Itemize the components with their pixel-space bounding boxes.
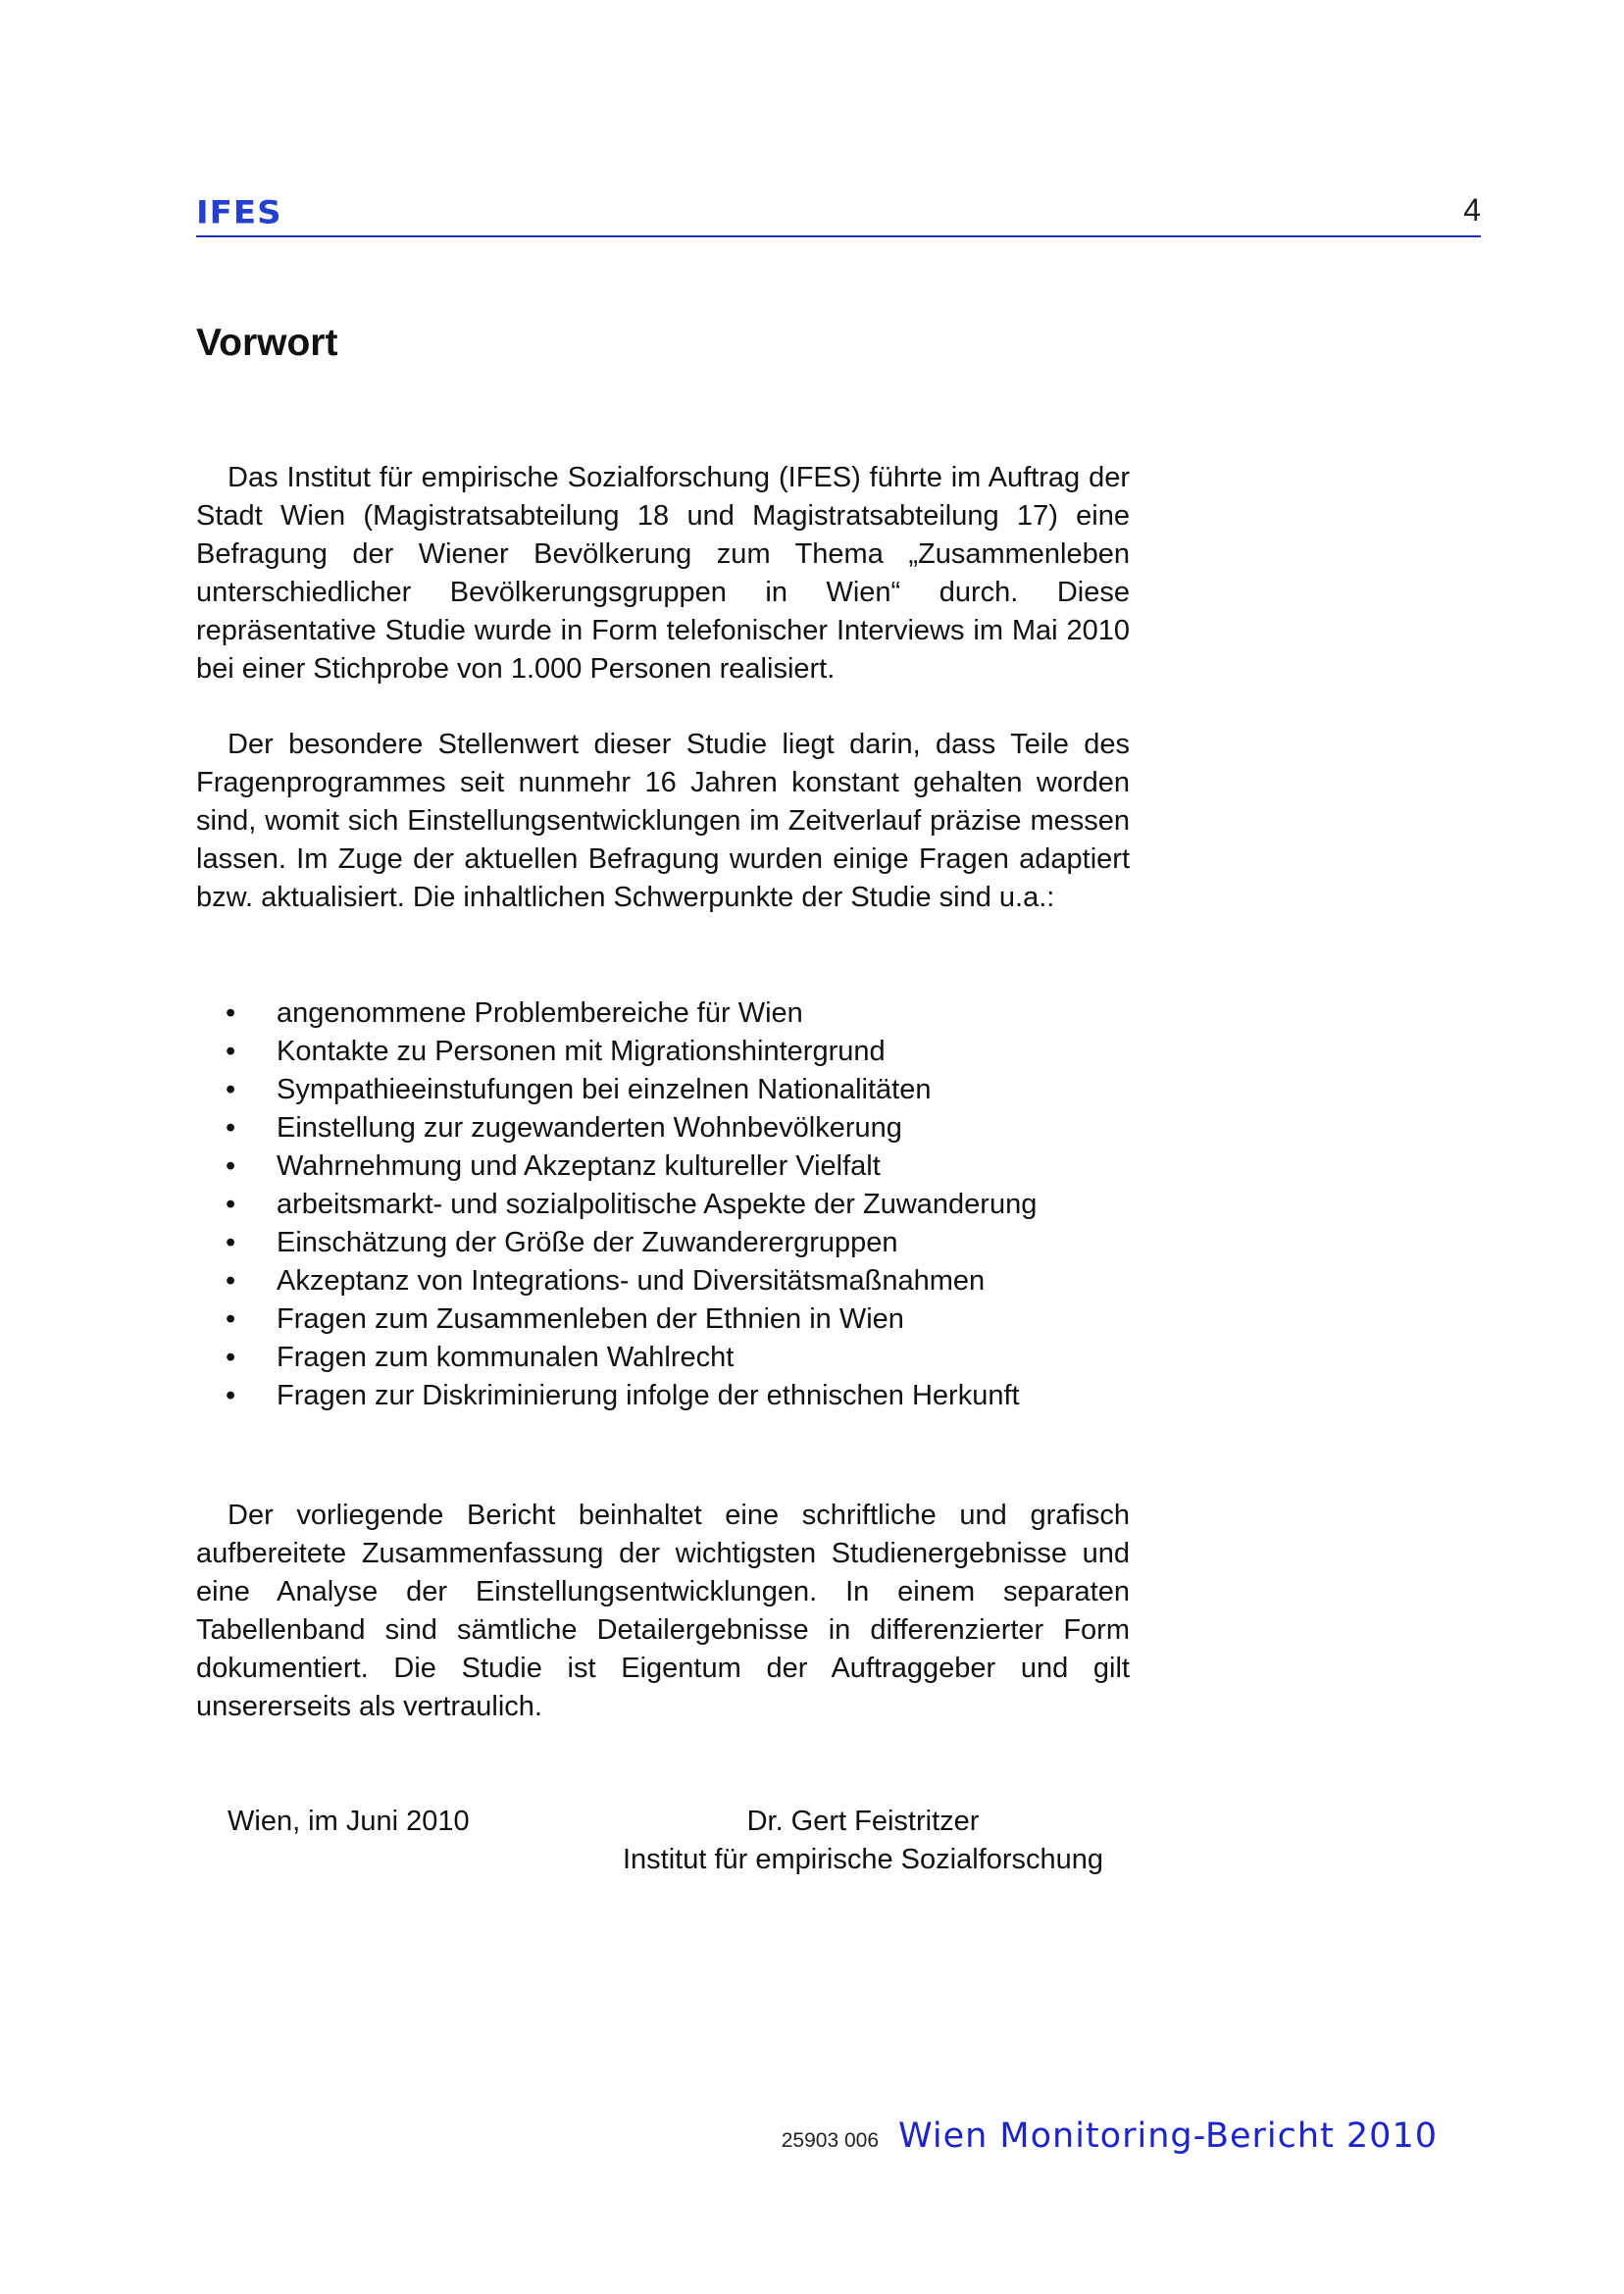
page-header <box>196 192 1481 237</box>
list-item-text: angenommene Problembereiche für Wien <box>277 997 803 1029</box>
bullet-icon: • <box>226 1036 236 1067</box>
signoff-place-date: Wien, im Juni 2010 <box>228 1806 470 1837</box>
list-item-text: Einschätzung der Größe der Zuwanderergruppen <box>277 1227 898 1258</box>
author-name: Dr. Gert Feistritzer <box>746 1806 980 1837</box>
footer-report-title: Wien Monitoring-Bericht 2010 <box>898 2116 1438 2156</box>
intro-paragraph: Das Institut für empirische Sozialforschung (IFES) führte im Auftrag der Stadt Wien (Magistratsabteilung 18 und Magistratsabteilung 17) eine Befragung der Wiener Bevölkerung zum Thema „Zusammenleben unterschiedlicher Bevölkerungsgruppen in Wien“ durch. Diese repräsentative Studie wurde in Form telefonischer Interviews im Mai 2010 bei einer Stichprobe von 1.000 Personen realisiert. <box>196 462 1130 685</box>
list-item-text: Akzeptanz von Integrations- und Diversitätsmaßnahmen <box>277 1265 986 1297</box>
bullet-icon: • <box>226 1074 236 1105</box>
footer-code: 25903 006 <box>781 2129 880 2152</box>
topic-list <box>196 994 1037 1415</box>
list-item-text: Fragen zum kommunalen Wahlrecht <box>277 1342 735 1373</box>
list-item <box>196 1377 1037 1415</box>
list-item <box>196 1262 1037 1300</box>
list-item <box>196 1300 1037 1339</box>
focus-paragraph: Der besondere Stellenwert dieser Studie liegt darin, dass Teile des Fragenprogrammes seit nunmehr 16 Jahren konstant gehalten worden sind, womit sich Einstellungsentwicklungen im Zeitverlauf präzise messen lassen. Im Zuge der aktuellen Befragung wurden einige Fragen adaptiert bzw. aktualisiert. Die inhaltlichen Schwerpunkte der Studie sind u.a.: <box>196 729 1130 913</box>
ifes-logo: IFES <box>196 194 282 231</box>
bullet-icon: • <box>226 1112 236 1144</box>
list-item <box>196 1147 1037 1186</box>
bullet-icon: • <box>226 1342 236 1373</box>
list-item <box>196 1033 1037 1071</box>
page-footer <box>0 2116 1438 2156</box>
report-paragraph: Der vorliegende Bericht beinhaltet eine schriftliche und grafisch aufbereitete Zusammenfassung der wichtigsten Studienergebnisse und eine Analyse der Einstellungsentwicklungen. In einem separaten Tabellenband sind sämtliche Detailergebnisse in differenzierter Form dokumentiert. Die Studie ist Eigentum der Auftraggeber und gilt unsererseits als vertraulich. <box>196 1500 1130 1722</box>
bullet-icon: • <box>226 1303 236 1335</box>
bullet-icon: • <box>226 997 236 1029</box>
list-item <box>196 1224 1037 1262</box>
author-organization: Institut für empirische Sozialforschung <box>623 1844 1103 1875</box>
page-title: Vorwort <box>196 322 338 364</box>
bullet-icon: • <box>226 1265 236 1297</box>
list-item-text: Einstellung zur zugewanderten Wohnbevölkerung <box>277 1112 902 1144</box>
page-number: 4 <box>1463 192 1481 228</box>
bullet-icon: • <box>226 1227 236 1258</box>
list-item-text: Wahrnehmung und Akzeptanz kultureller Vielfalt <box>277 1150 881 1182</box>
bullet-icon: • <box>226 1380 236 1411</box>
list-item <box>196 1071 1037 1109</box>
list-item-text: Sympathieeinstufungen bei einzelnen Nationalitäten <box>277 1074 932 1105</box>
list-item <box>196 1339 1037 1377</box>
list-item-text: Kontakte zu Personen mit Migrationshintergrund <box>277 1036 886 1067</box>
list-item-text: Fragen zum Zusammenleben der Ethnien in Wien <box>277 1303 904 1335</box>
list-item-text: Fragen zur Diskriminierung infolge der ethnischen Herkunft <box>277 1380 1020 1411</box>
bullet-icon: • <box>226 1150 236 1182</box>
list-item <box>196 994 1037 1033</box>
list-item <box>196 1186 1037 1224</box>
list-item <box>196 1109 1037 1147</box>
list-item-text: arbeitsmarkt- und sozialpolitische Aspekte der Zuwanderung <box>277 1189 1038 1220</box>
bullet-icon: • <box>226 1189 236 1220</box>
signoff-author <box>549 1803 1177 1879</box>
